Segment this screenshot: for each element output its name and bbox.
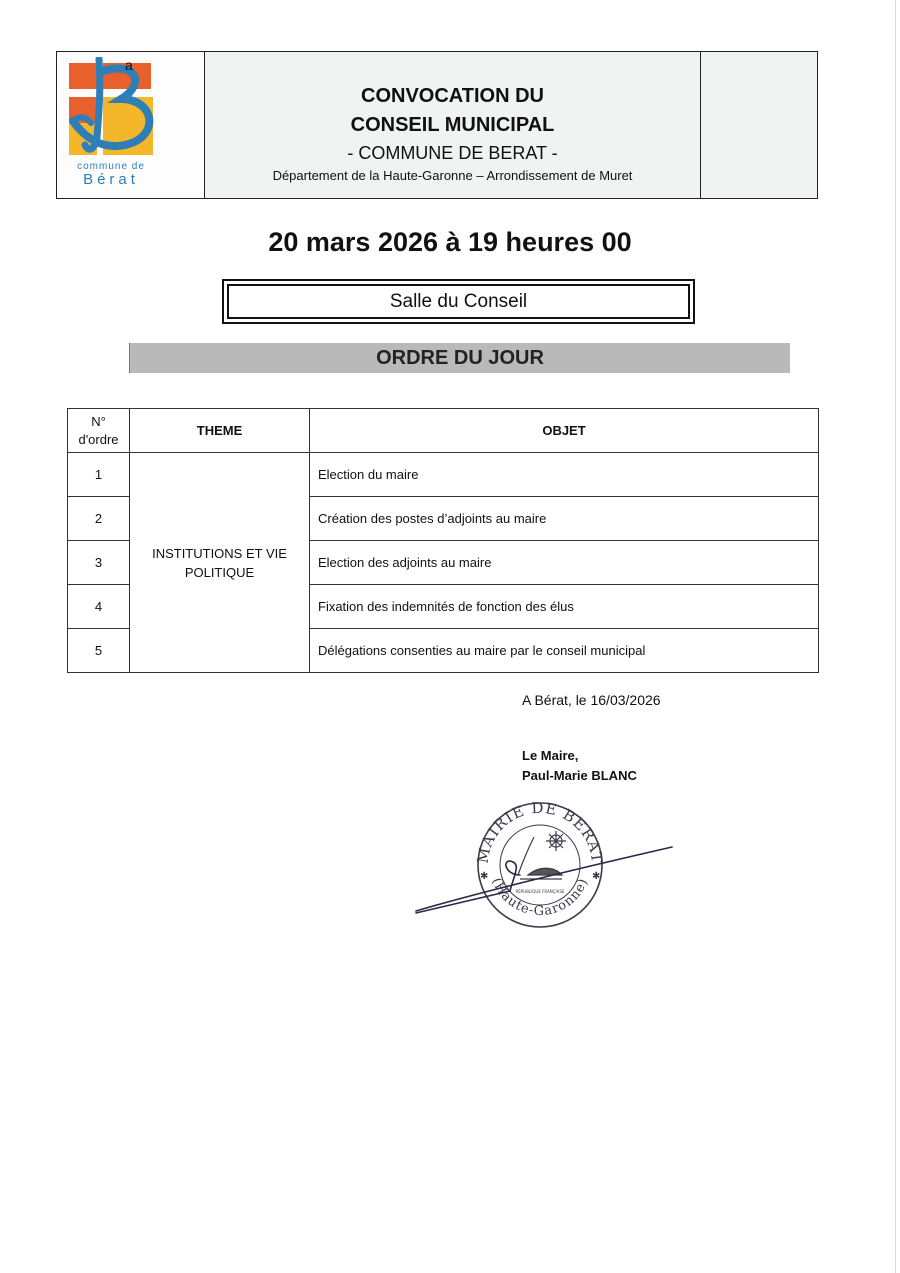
item-objet: Election du maire bbox=[310, 453, 819, 497]
signer-name: Paul-Marie BLANC bbox=[522, 768, 637, 783]
item-objet: Fixation des indemnités de fonction des élus bbox=[310, 585, 819, 629]
header-title-cell bbox=[205, 52, 701, 198]
signer-role: Le Maire, bbox=[522, 748, 579, 763]
header-right-cell bbox=[701, 52, 817, 198]
title-line-2: CONSEIL MUNICIPAL bbox=[350, 114, 555, 136]
seal-text-center: RÉPUBLIQUE FRANÇAISE bbox=[515, 889, 565, 894]
svg-text:(Haute-Garonne) bbox=[488, 876, 591, 919]
title-line-1: CONVOCATION DU bbox=[361, 85, 544, 107]
page-edge bbox=[895, 0, 896, 1273]
seal-text-top: MAIRIE DE BERAT bbox=[473, 798, 607, 865]
logo-corner-mark: a bbox=[125, 57, 133, 73]
agenda-table bbox=[67, 408, 819, 673]
table-header-row bbox=[68, 409, 819, 453]
column-header-theme: THEME bbox=[130, 409, 310, 453]
item-number: 5 bbox=[68, 629, 130, 673]
column-header-objet: OBJET bbox=[310, 409, 819, 453]
commune-name: - COMMUNE DE BERAT - bbox=[347, 143, 558, 163]
logo-cell bbox=[57, 52, 205, 198]
seal-star-right: ✱ bbox=[592, 871, 601, 882]
department-line: Département de la Haute-Garonne – Arrondissement de Muret bbox=[272, 168, 633, 183]
svg-text:MAIRIE DE BERAT bbox=[474, 799, 607, 865]
meeting-date: 20 mars 2026 à 19 heures 00 bbox=[268, 227, 632, 257]
signature-stroke bbox=[416, 847, 672, 913]
seal-star-left: ✱ bbox=[480, 871, 489, 882]
item-number: 4 bbox=[68, 585, 130, 629]
item-objet: Délégations consenties au maire par le conseil municipal bbox=[310, 629, 819, 673]
location-box bbox=[222, 279, 695, 324]
table-row bbox=[68, 453, 819, 497]
item-objet: Election des adjoints au maire bbox=[310, 541, 819, 585]
item-objet: Création des postes d’adjoints au maire bbox=[310, 497, 819, 541]
logo-text-commune: commune de bbox=[77, 161, 145, 172]
seal-emblem bbox=[518, 831, 566, 879]
column-header-num-line1: N° bbox=[91, 413, 106, 429]
commune-logo bbox=[65, 57, 160, 162]
item-number: 2 bbox=[68, 497, 130, 541]
agenda-heading: ORDRE DU JOUR bbox=[129, 343, 790, 373]
item-number: 3 bbox=[68, 541, 130, 585]
item-number: 1 bbox=[68, 453, 130, 497]
column-header-num-line2: d'ordre bbox=[78, 431, 119, 447]
mayor-seal-and-signature bbox=[410, 795, 680, 935]
location-label: Salle du Conseil bbox=[227, 284, 690, 319]
header-box bbox=[56, 51, 818, 199]
place-and-date: A Bérat, le 16/03/2026 bbox=[522, 692, 661, 708]
item-theme: INSTITUTIONS ET VIE POLITIQUE bbox=[130, 453, 310, 673]
column-header-num bbox=[68, 409, 130, 453]
seal-text-bottom: (Haute-Garonne) bbox=[488, 876, 592, 920]
logo-text-berat: Bérat bbox=[83, 171, 139, 188]
